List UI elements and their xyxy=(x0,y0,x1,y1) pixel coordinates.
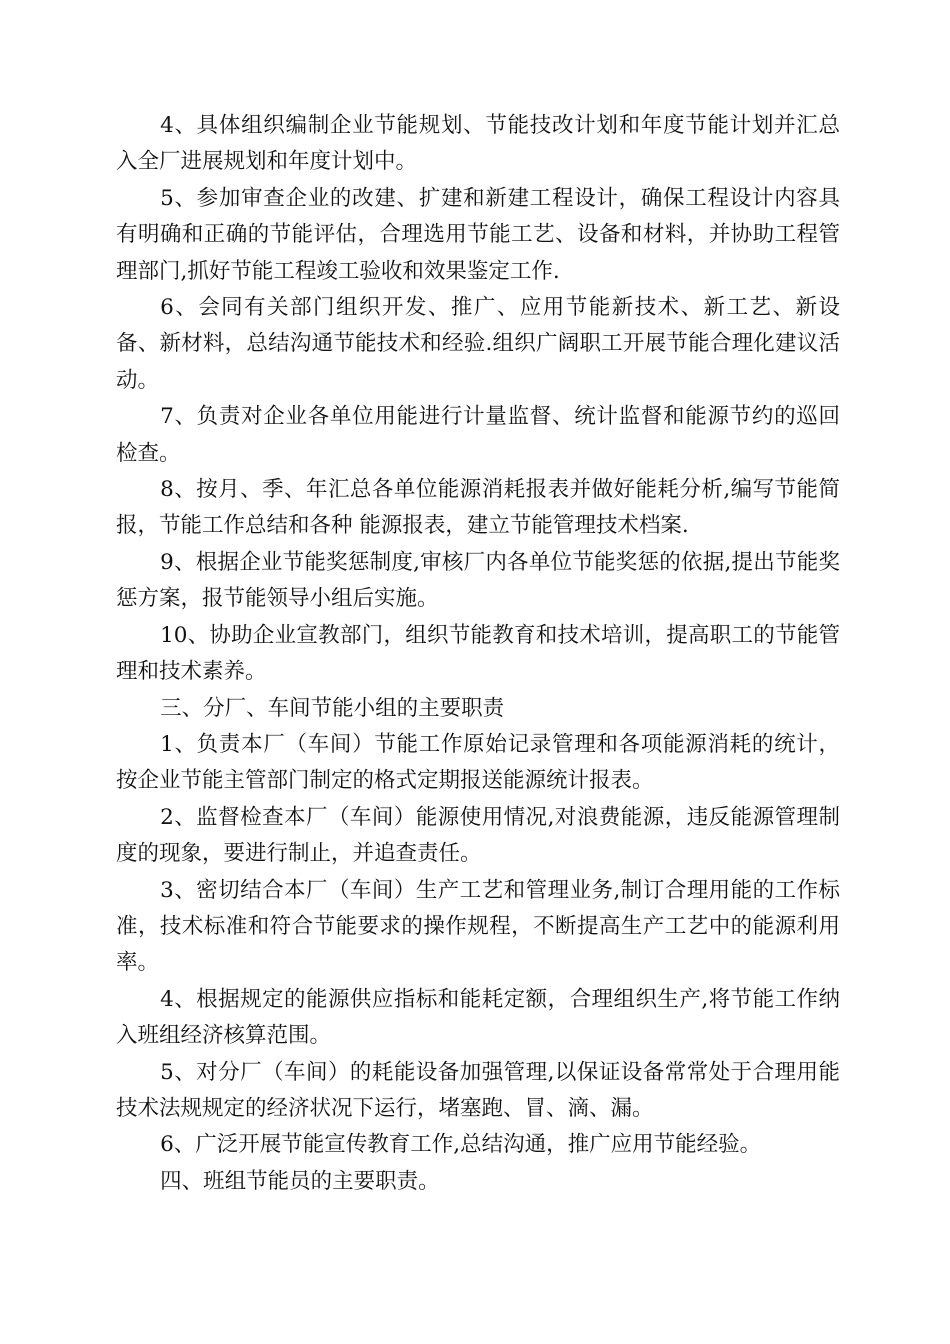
workshop-duty-item-5: 5、对分厂（车间）的耗能设备加强管理,以保证设备常常处于合理用能技术法规规定的经济状况下运行，堵塞跑、冒、滴、漏。 xyxy=(116,1059,840,1121)
section-heading-3: 三、分厂、车间节能小组的主要职责 xyxy=(160,695,505,721)
duty-item-8: 8、按月、季、年汇总各单位能源消耗报表并做好能耗分析,编写节能简报，节能工作总结和各种 能源报表，建立节能管理技术档案. xyxy=(116,477,840,539)
workshop-duty-item-2: 2、监督检查本厂（车间）能源使用情况,对浪费能源，违反能源管理制度的现象，要进行制止，并追查责任。 xyxy=(116,804,840,867)
duty-item-4: 4、具体组织编制企业节能规划、节能技改计划和年度节能计划并汇总入全厂进展规划和年度计划中。 xyxy=(116,113,840,175)
workshop-duty-item-3: 3、密切结合本厂（车间）生产工艺和管理业务,制订合理用能的工作标准，技术标准和符合节能要求的操作规程，不断提高生产工艺中的能源利用率。 xyxy=(116,877,840,976)
duty-item-7: 7、负责对企业各单位用能进行计量监督、统计监督和能源节约的巡回检查。 xyxy=(116,404,840,466)
workshop-duty-item-6: 6、广泛开展节能宣传教育工作,总结沟通，推广应用节能经验。 xyxy=(160,1132,762,1158)
workshop-duty-item-4: 4、根据规定的能源供应指标和能耗定额，合理组织生产,将节能工作纳入班组经济核算范围。 xyxy=(116,986,840,1049)
section-heading-4: 四、班组节能员的主要职责。 xyxy=(160,1168,440,1194)
document-body xyxy=(116,108,840,1200)
workshop-duty-item-1: 1、负责本厂（车间）节能工作原始记录管理和各项能源消耗的统计，按企业节能主管部门制定的格式定期报送能源统计报表。 xyxy=(116,731,840,794)
duty-item-9: 9、根据企业节能奖惩制度,审核厂内各单位节能奖惩的依据,提出节能奖惩方案，报节能领导小组后实施。 xyxy=(116,549,840,612)
duty-item-10: 10、协助企业宣教部门，组织节能教育和技术培训，提高职工的节能管理和技术素养。 xyxy=(116,622,840,685)
duty-item-5: 5、参加审查企业的改建、扩建和新建工程设计，确保工程设计内容具有明确和正确的节能评估，合理选用节能工艺、设备和材料，并协助工程管理部门,抓好节能工程竣工验收和效果鉴定工作. xyxy=(116,185,840,284)
duty-item-6: 6、会同有关部门组织开发、推广、应用节能新技术、新工艺、新设备、新材料，总结沟通节能技术和经验.组织广阔职工开展节能合理化建议活动。 xyxy=(116,295,840,393)
